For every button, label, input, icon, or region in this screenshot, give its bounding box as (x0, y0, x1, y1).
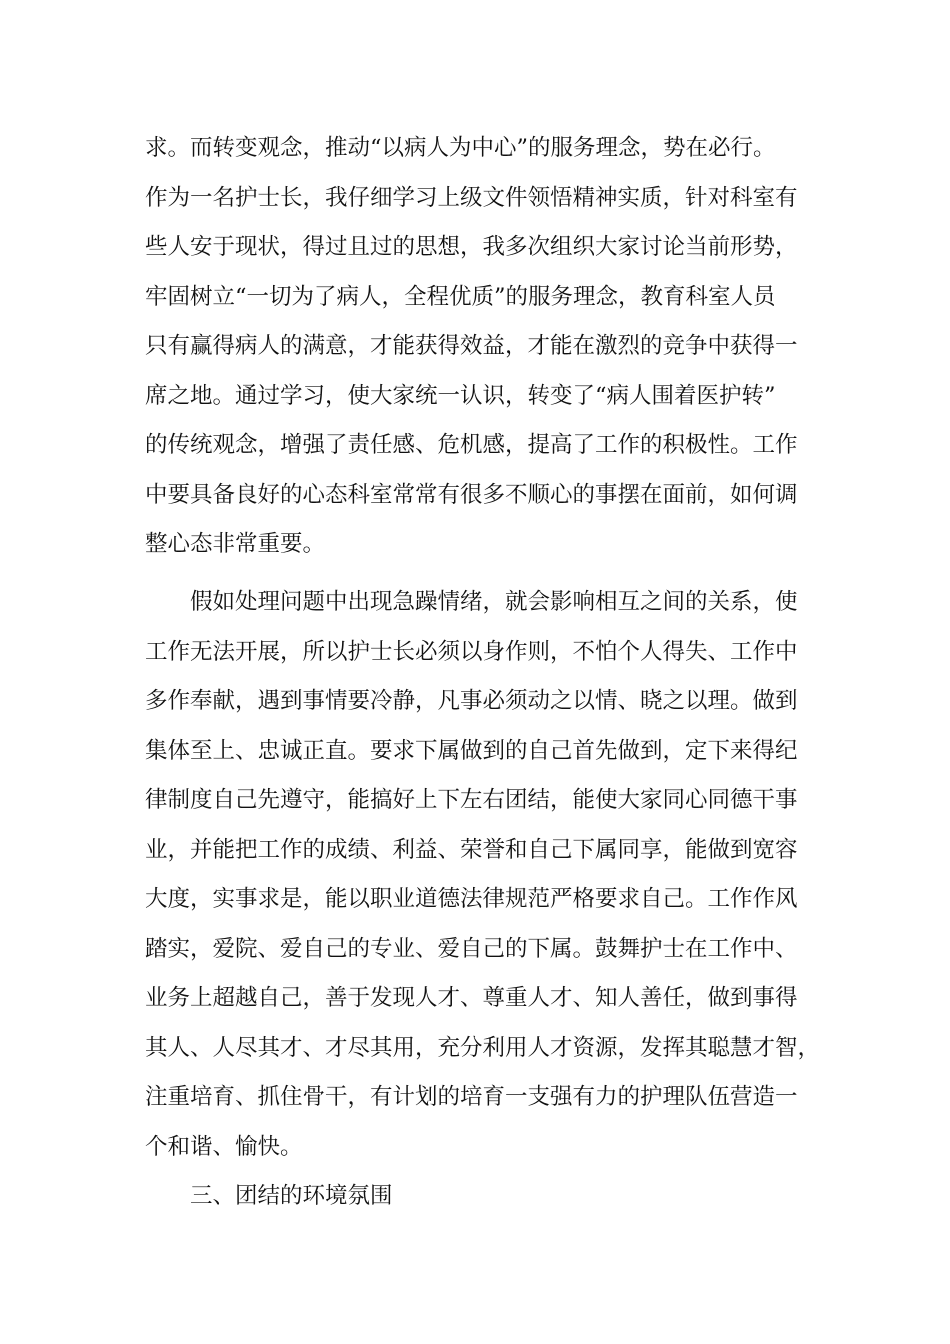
text-line: 席之地。通过学习，使大家统一认识，转变了“病人围着医护转” (145, 382, 776, 409)
text-line: 多作奉献，遇到事情要冷静，凡事必须动之以情、晓之以理。做到 (145, 688, 798, 714)
text-line: 只有赢得病人的满意，才能获得效益，才能在激烈的竞争中获得一 (145, 333, 798, 359)
text-line: 踏实，爱院、爱自己的专业、爱自己的下属。鼓舞护士在工作中、 (145, 935, 798, 962)
text-line: 律制度自己先遵守，能搞好上下左右团结，能使大家同心同德干事 (145, 787, 798, 813)
text-line-first: 假如处理问题中出现急躁情绪，就会影响相互之间的关系，使 (190, 589, 798, 615)
section-heading-block (145, 1172, 825, 1222)
text-line: 个和谐、愉快。 (145, 1133, 303, 1160)
text-line: 工作无法开展，所以护士长必须以身作则，不怕个人得失、工作中 (145, 638, 798, 665)
text-line: 其人、人尽其才、才尽其用，充分利用人才资源，发挥其聪慧才智， (145, 1034, 821, 1061)
text-line: 的传统观念，增强了责任感、危机感，提高了工作的积极性。工作 (145, 432, 798, 458)
paragraph-2 (145, 578, 825, 1172)
text-line: 作为一名护士长，我仔细学习上级文件领悟精神实质，针对科室有 (145, 184, 798, 211)
text-line: 求。而转变观念，推动“以病人为中心”的服务理念，势在必行。 (145, 135, 776, 161)
text-line: 牢固树立“一切为了病人，全程优质”的服务理念，教育科室人员 (145, 283, 776, 310)
text-line: 集体至上、忠诚正直。要求下属做到的自己首先做到，定下来得纪 (145, 737, 798, 764)
text-line: 业，并能把工作的成绩、利益、荣誉和自己下属同享，能做到宽容 (145, 836, 798, 863)
section-heading: 三、团结的环境氛围 (190, 1183, 393, 1209)
text-line: 注重培育、抓住骨干，有计划的培育一支强有力的护理队伍营造一 (145, 1084, 798, 1110)
paragraph-1 (145, 124, 825, 570)
text-line: 大度，实事求是，能以职业道德法律规范严格要求自己。工作作风 (145, 886, 798, 912)
text-line: 整心态非常重要。 (145, 531, 326, 557)
text-line: 业务上超越自己，善于发现人才、尊重人才、知人善任，做到事得 (145, 985, 798, 1011)
text-line: 些人安于现状，得过且过的思想，我多次组织大家讨论当前形势， (145, 234, 798, 260)
text-line: 中要具备良好的心态科室常常有很多不顺心的事摆在面前，如何调 (145, 481, 798, 508)
